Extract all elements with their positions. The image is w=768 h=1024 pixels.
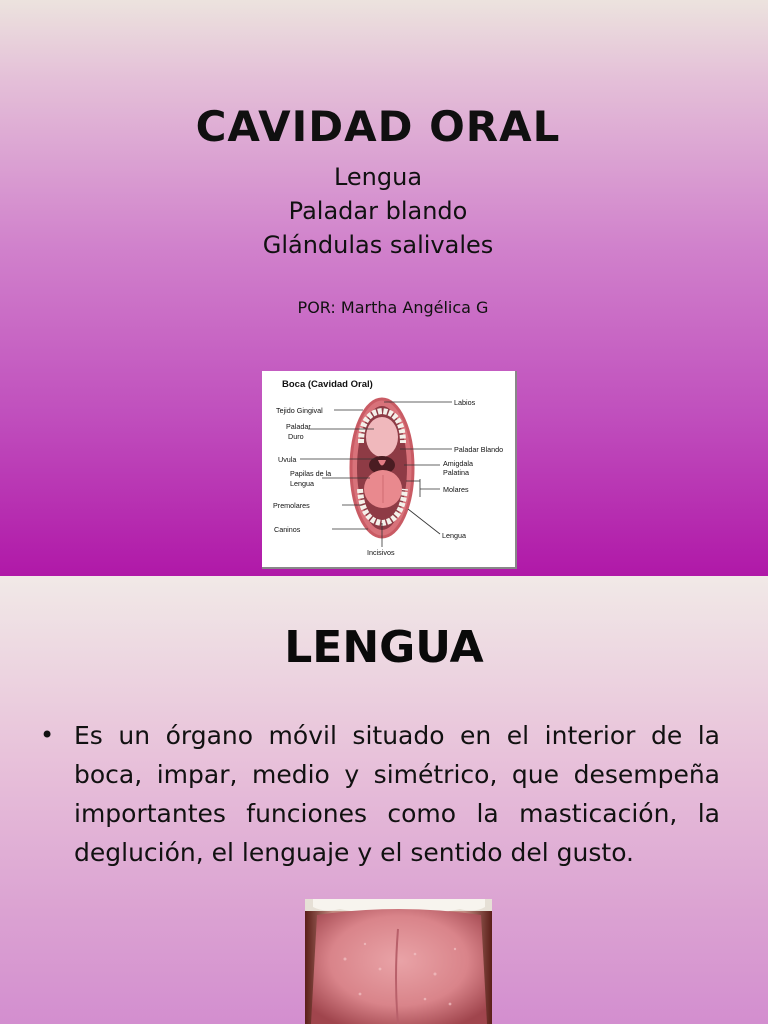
author-line: POR: Martha Angélica G — [297, 298, 489, 317]
label-tejido-gingival: Tejido Gingival — [276, 406, 323, 415]
label-labios: Labios — [454, 398, 476, 407]
label-amigdala-palatina: Amigdala — [443, 459, 473, 468]
label-papilas-lengua: Lengua — [290, 479, 314, 488]
label-incisivos: Incisivos — [367, 548, 395, 557]
subtitle-line: Paladar blando — [288, 197, 468, 225]
label-caninos: Caninos — [274, 525, 301, 534]
slide-title: LENGUA — [284, 622, 484, 673]
subtitle-line: Glándulas salivales — [262, 231, 494, 259]
label-uvula: Uvula — [278, 455, 297, 464]
bullet-text: Es un órgano móvil situado en el interior de la boca, impar, medio y simétrico, que desempeña importantes funciones como la masticación, la deglución, el lenguaje y el sentido del gusto. — [74, 721, 720, 867]
subtitle-block — [0, 160, 756, 262]
label-papilas-lengua: Papilas de la — [290, 469, 332, 478]
slide-title: CAVIDAD ORAL — [195, 102, 561, 151]
bullet-dot: • — [40, 721, 55, 749]
mouth-illustration — [351, 399, 413, 537]
label-molares: Molares — [443, 485, 469, 494]
subtitle-line: Lengua — [333, 163, 423, 191]
label-amigdala-palatina: Palatina — [443, 468, 469, 477]
mouth-anatomy-diagram — [262, 371, 517, 569]
label-lengua: Lengua — [442, 531, 466, 540]
slide-2 — [0, 576, 768, 1024]
label-paladar-blando: Paladar Blando — [454, 445, 504, 454]
tongue-photo — [305, 899, 492, 1024]
bullet-item — [40, 716, 720, 872]
label-paladar-duro: Duro — [288, 432, 304, 441]
diagram-title: Boca (Cavidad Oral) — [282, 379, 373, 390]
label-paladar-duro: Paladar — [286, 422, 311, 431]
label-premolares: Premolares — [273, 501, 310, 510]
